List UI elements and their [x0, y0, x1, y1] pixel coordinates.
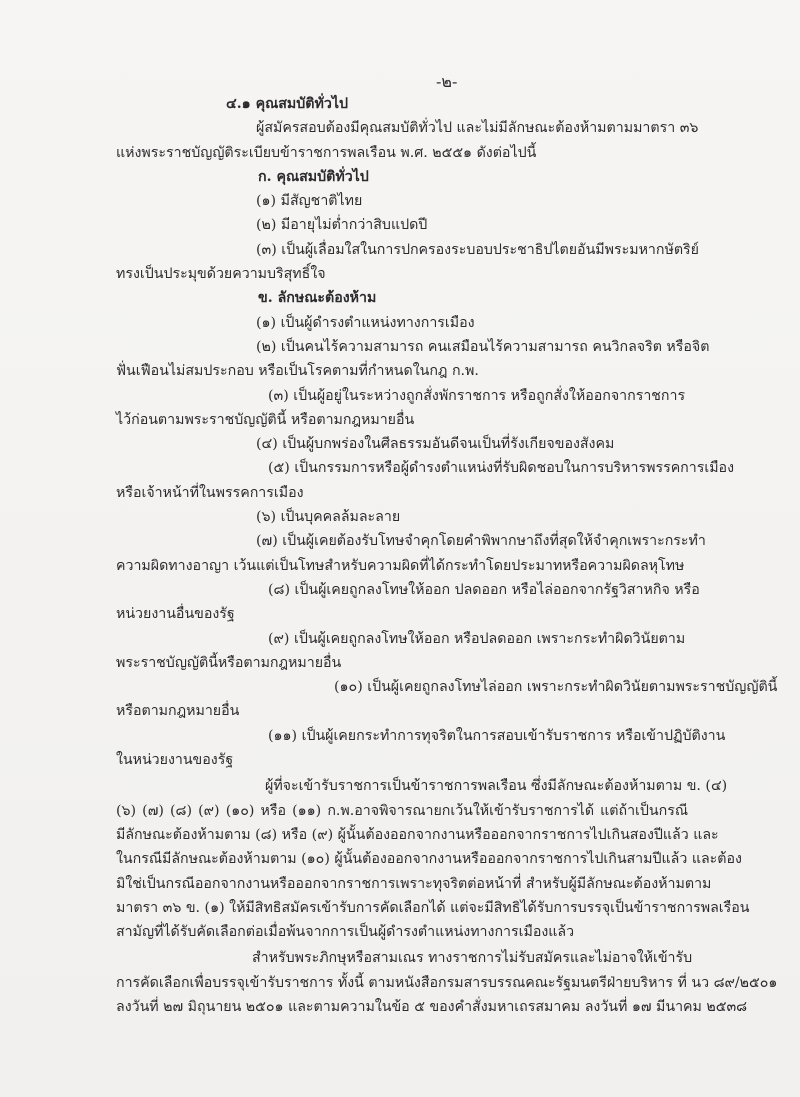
prohibited-item-11: (๑๑) เป็นผู้เคยกระทำการทุจริตในการสอบเข้ารับราชการ หรือเข้าปฏิบัติงาน [268, 727, 726, 744]
general-item-2: (๒) มีอายุไม่ต่ำกว่าสิบแปดปี [256, 217, 428, 234]
prohibited-item-3-cont: ไว้ก่อนตามพระราชบัญญัตินี้ หรือตามกฎหมายอื่น [116, 411, 415, 428]
intro-line-1: ผู้สมัครสอบต้องมีคุณสมบัติทั่วไป และไม่มีลักษณะต้องห้ามตามมาตรา ๓๖ [256, 120, 699, 137]
page-number: -๒- [436, 72, 458, 91]
exception-token: (๗) [142, 802, 164, 819]
exception-line-6: มาตรา ๓๖ ข. (๑) ให้มีสิทธิสมัครเข้ารับการคัดเลือกได้ แต่จะมีสิทธิได้รับการบรรจุเป็นข้าราชการพลเรือน [116, 899, 750, 916]
exception-token: (๖) [116, 802, 137, 819]
general-item-3-cont: ทรงเป็นประมุขด้วยความบริสุทธิ์ใจ [116, 266, 326, 283]
prohibited-item-2: (๒) เป็นคนไร้ความสามารถ คนเสมือนไร้ความสามารถ คนวิกลจริต หรือจิต [256, 338, 710, 355]
prohibited-item-9: (๙) เป็นผู้เคยถูกลงโทษให้ออก หรือปลดออก เพราะกระทำผิดวินัยตาม [268, 630, 686, 647]
prohibited-item-8-cont: หน่วยงานอื่นของรัฐ [116, 606, 235, 623]
exception-line-4: ในกรณีมีลักษณะต้องห้ามตาม (๑๐) ผู้นั้นต้องออกจากงานหรือออกจากราชการไปเกินสามปีแล้ว และต้อง [116, 851, 742, 868]
exception-line-5: มิใช่เป็นกรณีออกจากงานหรือออกจากราชการเพราะทุจริตต่อหน้าที่ สำหรับผู้มีลักษณะต้องห้ามตาม [116, 875, 712, 892]
exception-line-3: มีลักษณะต้องห้ามตาม (๘) หรือ (๙) ผู้นั้นต้องออกจากงานหรือออกจากราชการไปเกินสองปีแล้ว และ [116, 826, 719, 843]
prohibited-item-1: (๑) เป็นผู้ดำรงตำแหน่งทางการเมือง [256, 314, 475, 331]
monks-line-2: การคัดเลือกเพื่อบรรจุเข้ารับราชการ ทั้งนี้ ตามหนังสือกรมสารบรรณคณะรัฐมนตรีฝ่ายบริหาร ที่ นว ๘๙/๒๕๐๑ [116, 974, 778, 991]
exception-token: (๘) [170, 802, 193, 819]
section-heading: ๔.๑ คุณสมบัติทั่วไป [226, 96, 348, 112]
exception-line-7: สามัญที่ได้รับคัดเลือกต่อเมื่อพ้นจากการเป็นผู้ดำรงตำแหน่งทางการเมืองแล้ว [116, 924, 575, 941]
exception-token: ก.พ.อาจพิจารณายกเว้นให้เข้ารับราชการได้ [327, 802, 595, 819]
prohibited-item-2-cont: ฟั่นเฟือนไม่สมประกอบ หรือเป็นโรคตามที่กำหนดในกฎ ก.พ. [116, 363, 479, 380]
prohibited-item-11-cont: ในหน่วยงานของรัฐ [116, 752, 234, 769]
exception-line-1: ผู้ที่จะเข้ารับราชการเป็นข้าราชการพลเรือน ซึ่งมีลักษณะต้องห้ามตาม ข. (๔) [265, 778, 728, 795]
exception-line-2 [116, 799, 688, 823]
intro-line-2: แห่งพระราชบัญญัติระเบียบข้าราชการพลเรือน พ.ศ. ๒๕๕๑ ดังต่อไปนี้ [116, 144, 537, 161]
prohibited-item-7: (๗) เป็นผู้เคยต้องรับโทษจำคุกโดยคำพิพากษาถึงที่สุดให้จำคุกเพราะกระทำ [256, 533, 706, 550]
monks-line-3: ลงวันที่ ๒๗ มิถุนายน ๒๕๐๑ และตามความในข้อ ๕ ของคำสั่งมหาเถรสมาคม ลงวันที่ ๑๗ มีนาคม ๒๕๓๘ [116, 998, 748, 1015]
document-body [116, 92, 778, 1019]
prohibited-item-7-cont: ความผิดทางอาญา เว้นแต่เป็นโทษสำหรับความผิดที่ได้กระทำโดยประมาทหรือความผิดลหุโทษ [116, 557, 685, 574]
prohibited-item-8: (๘) เป็นผู้เคยถูกลงโทษให้ออก ปลดออก หรือไล่ออกจากรัฐวิสาหกิจ หรือ [268, 581, 700, 598]
prohibited-item-5: (๕) เป็นกรรมการหรือผู้ดำรงตำแหน่งที่รับผิดชอบในการบริหารพรรคการเมือง [268, 460, 735, 477]
prohibited-heading: ข. ลักษณะต้องห้าม [258, 290, 377, 307]
prohibited-item-6: (๖) เป็นบุคคลล้มละลาย [256, 509, 401, 526]
prohibited-item-9-cont: พระราชบัญญัตินี้หรือตามกฎหมายอื่น [116, 654, 342, 671]
exception-token: (๑๑) [292, 802, 322, 819]
general-item-1: (๑) มีสัญชาติไทย [256, 193, 363, 210]
prohibited-item-10: (๑๐) เป็นผู้เคยถูกลงโทษไล่ออก เพราะกระทำผิดวินัยตามพระราชบัญญัตินี้ [334, 679, 778, 696]
exception-token: (๑๐) [225, 802, 255, 819]
prohibited-item-10-cont: หรือตามกฎหมายอื่น [116, 703, 240, 720]
prohibited-item-3: (๓) เป็นผู้อยู่ในระหว่างถูกสั่งพักราชการ หรือถูกสั่งให้ออกจากราชการ [268, 387, 686, 404]
general-item-3: (๓) เป็นผู้เลื่อมใสในการปกครองระบอบประชาธิปไตยอันมีพระมหากษัตริย์ [256, 241, 699, 258]
prohibited-item-4: (๔) เป็นผู้บกพร่องในศีลธรรมอันดีจนเป็นที่รังเกียจของสังคม [256, 436, 615, 453]
exception-token: (๙) [198, 802, 220, 819]
general-heading: ก. คุณสมบัติทั่วไป [258, 168, 369, 185]
monks-line-1: สำหรับพระภิกษุหรือสามเณร ทางราชการไม่รับสมัครและไม่อาจให้เข้ารับ [252, 950, 693, 967]
exception-token: แต่ถ้าเป็นกรณี [600, 802, 688, 819]
prohibited-item-5-cont: หรือเจ้าหน้าที่ในพรรคการเมือง [116, 484, 304, 501]
exception-token: หรือ [260, 802, 287, 819]
